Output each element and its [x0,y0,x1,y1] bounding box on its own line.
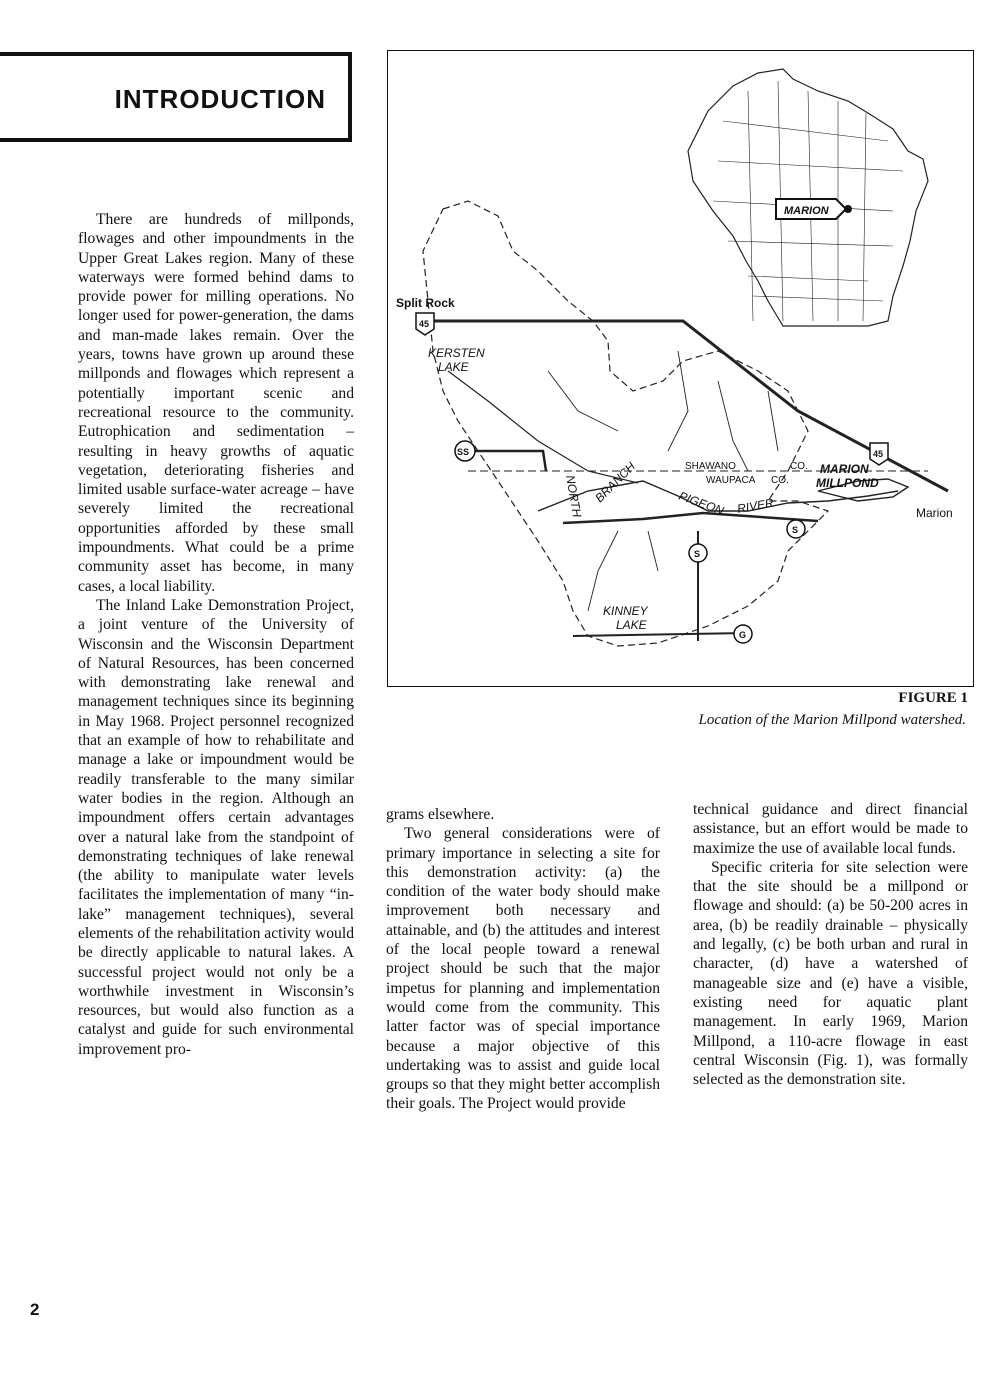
heading-box [0,52,352,142]
text-column-2 [386,805,660,1114]
map-label-kersten: KERSTEN [428,346,485,360]
page-number: 2 [30,1300,40,1319]
map-label-s2: S [694,549,701,559]
map-label-marion: MARION [820,462,869,476]
map-label-45: 45 [419,319,430,329]
wisconsin-outline [688,69,928,326]
map-label-north: NORTH [563,474,585,519]
map-label-ss: SS [457,447,470,457]
highway-g [573,633,748,636]
paragraph: grams elsewhere. [386,806,495,823]
map-label-g: G [739,630,747,640]
map-label-kersten-lake: LAKE [438,360,469,374]
map-label-kinney-lake: LAKE [616,618,647,632]
paragraph: technical guidance and direct financial assistance, but an effort would be made to maximize the use of available local funds. [693,801,968,857]
map-label-waupaca: WAUPACA [706,475,756,486]
watershed-map [388,51,972,685]
page-heading: INTRODUCTION [114,84,326,114]
map-label-co1: CO. [790,461,808,472]
map-label-co2: CO. [771,475,789,486]
map-label-branch: BRANCH [592,459,638,506]
map-label-pigeon: PIGEON [676,488,726,518]
map-label-marion-town: Marion [916,506,953,520]
text-column-3 [693,800,968,1089]
map-label-45b: 45 [873,449,884,459]
map-label-millpond: MILLPOND [816,476,879,490]
map-label-river: RIVER [736,495,775,516]
paragraph: Two general considerations were of primary importance in selecting a site for this demonstration activity: (a) the condition of the water body should make improvement both necessary and attainable, and (b) the attitudes and interest of the local people toward a renewal project should be such that the major impetus for planning and implementation would come from the community. This latter factor was of special importance because a major objective of this undertaking was to assist and guide local groups so that they might better accomplish their goals. The Project would provide [386,825,660,1113]
watershed-boundary [423,201,828,646]
figure-caption: Location of the Marion Millpond watershed. [698,712,966,728]
inset-label-marion: MARION [784,205,829,217]
paragraph: Specific criteria for site selection were that the site should be a millpond or flowage and should: (a) be 50-200 acres in area, (b) be readily drainable – physically and legally, (c) be both urban and rural in character, (d) have a watershed of manageable size and (e) have a visible, existing need for aquatic plant management. In early 1969, Marion Millpond, a 110-acre flowage in east central Wisconsin (Fig. 1), was formally selected as the demonstration site. [693,858,968,1089]
map-label-shawano: SHAWANO [685,461,736,472]
map-label-split-rock: Split Rock [396,296,455,310]
figure-label: FIGURE 1 [898,690,968,706]
map-label-s1: S [792,525,799,535]
map-label-kinney: KINNEY [603,604,648,618]
paragraph: There are hundreds of millponds, flowages and other impoundments in the Upper Great Lakes region. Many of these waterways were formed behind dams to provide power for milling operations. No longer used for power-generation, the dams and man-made lakes remain. Over the years, towns have grown up around these millponds and flowages which represent a potentially important scenic and recreational resource to the community. Eutrophication and sedimentation – resulting in heavy growths of aquatic vegetation, deteriorating fisheries and limited usable surface-water acreage – have severely limited the recreational opportunities afforded by these small impoundments. What could be a prime community asset has become, in many cases, a local liability. [78,211,354,595]
figure-map [387,50,974,687]
text-column-1 [78,210,354,1059]
highway-s [563,513,818,523]
paragraph: The Inland Lake Demonstration Project, a joint venture of the University of Wisconsin and the Wisconsin Department of Natural Resources, has been concerned with demonstrating lake renewal and management techniques since its beginning in May 1968. Project personnel recognized that an example of how to rehabilitate and manage a lake or impoundment would be readily transferable to the many similar water bodies in the region. Although an impoundment offers certain advantages over a natural lake from the standpoint of demonstrating techniques of lake renewal (the ability to manipulate water levels facilitates the implementation of many “in-lake” management techniques), several elements of the rehabilitation activity would be directly applicable to natural lakes. A successful project would not only be a worthwhile investment in Wisconsin’s resources, but would also function as a catalyst and guide for such environmental improvement pro- [78,596,354,1058]
